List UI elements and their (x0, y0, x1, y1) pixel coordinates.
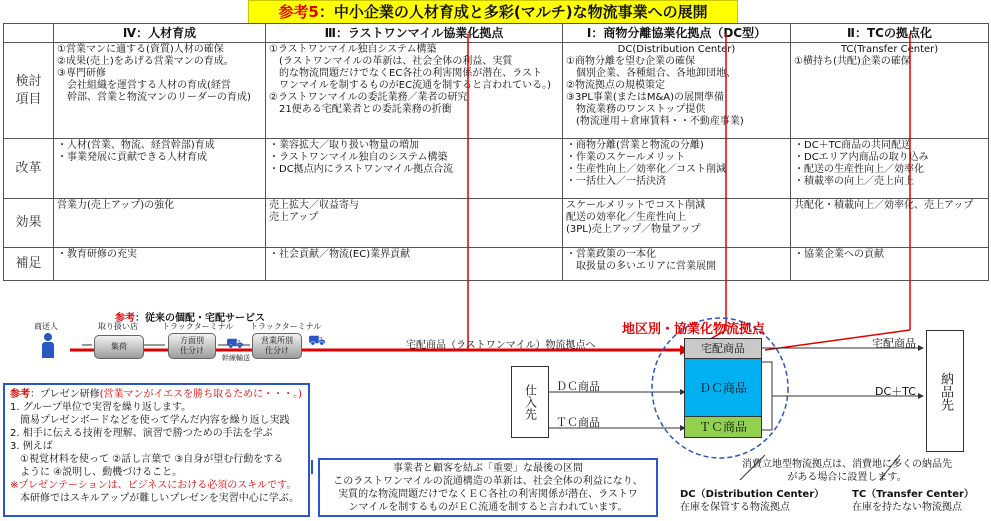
text-line: 本研修ではスキルアップが難しいプレゼンを実習中心に学ぶ。 (10, 493, 299, 504)
step1-box: 集荷 (94, 335, 144, 359)
out-dctc-label: DC＋TC (875, 385, 916, 398)
text-line: 実質的な物流問題だけでなくＥＣ各社の利害関係が潜在、ラストワ (338, 489, 638, 500)
text-line: 売上拡大／収益寄与 (269, 200, 359, 211)
text-line: ①視覚材料を使って ②話し言葉で ③自身が望む行動をする (10, 454, 284, 465)
text-line: 会社組織を運営する人材の育成(経営 (57, 80, 231, 91)
text-line: ・生産性向上／効率化／コスト削減 (566, 164, 726, 175)
text-line: (物流運用＋倉庫賃料・・不動産事業) (566, 116, 744, 127)
tc-in-label: ＴＣ商品 (556, 416, 600, 429)
text-line: ・商物分離(営業と物流の分離) (566, 140, 704, 151)
tc-def-label: TC（Transfer Center） (852, 489, 974, 500)
training-note (3, 383, 310, 517)
training-title (10, 388, 303, 401)
text-line: (3PL)売上アップ／物量アップ (566, 224, 701, 235)
text-line: ・DC拠点内にラストワンマイル拠点合流 (269, 164, 454, 175)
text-line: がある場合に設置します。 (787, 472, 907, 483)
hub-title: 地区別・協業化物流拠点 (622, 322, 766, 337)
text-line: 幹部、営業と物流マンのリーダーの育成) (57, 92, 251, 103)
main-flow-label: 宅配商品（ラストワンマイル）物流拠点へ (406, 340, 596, 351)
header-jinzai: Ⅳ：人材育成 (54, 24, 266, 43)
text-line: 2. 相手に伝える技術を理解、演習で勝つための手法を学ぶ (10, 428, 273, 439)
truck-icon: ⛟ (226, 336, 244, 352)
text-line: 個別企業、各種組合、各地卸団地、 (566, 68, 736, 79)
text-line: ・社会貢献／物流(EC)業界貢献 (269, 249, 411, 260)
text-line: ①営業マンに適する(資質)人材の確保 (57, 44, 224, 55)
text-line: (ラストワンマイルの革新は、社会全体の利益、実質 (269, 56, 513, 67)
row-label-kaikaku: 改革 (4, 139, 54, 199)
text-line: ・教育研修の充実 (57, 249, 137, 260)
text-line: ・積載率の向上／売上向上 (794, 176, 914, 187)
text-line: 1. グループ単位で実習を繰り返します。 (10, 402, 192, 413)
text-line: 取扱量の多いエリアに営業展開 (566, 261, 716, 272)
out-takuhai-head (918, 345, 924, 351)
text-line: 21便ある宅配業者との委託業務の折衝 (269, 104, 452, 115)
title-prefix: 参考5 (278, 3, 319, 21)
text-line: 配送の効率化／生産性向上 (566, 212, 686, 223)
text-line: ンマイルを制するものがＥＣ流通を制すると言われています。 (348, 502, 628, 513)
delivery-box: 納品先 (926, 330, 964, 452)
training-prefix: 参考 (10, 389, 30, 400)
text-line: ・営業政策の一本化 (566, 249, 656, 260)
text-line: ②ラストワンマイルの委託業務／業者の研究 (269, 92, 468, 103)
text-line: ように ④説明し、動機づけること。 (10, 467, 183, 478)
hub-tc: ＴＣ商品 (684, 416, 762, 438)
dc-def-label: DC（Distribution Center） (680, 489, 825, 500)
row-label-kento-b: 項目 (15, 91, 42, 107)
text-line: ②物流拠点の規模策定 (566, 80, 665, 91)
supplier-box: 仕入先 (511, 366, 549, 438)
text-line: 営業力(売上アップ)の強化 (57, 200, 175, 211)
person-icon (40, 333, 56, 359)
row-label-kento-a: 検討 (15, 73, 42, 89)
text-line: ①商物分離を望む企業の確保 (566, 56, 695, 67)
dc-def-sub: 在庫を保管する物流拠点 (680, 502, 790, 513)
header-lastmile: Ⅲ：ラストワンマイル協業化拠点 (266, 24, 563, 43)
text-line: ・ラストワンマイル独自のシステム構築 (269, 152, 448, 163)
text-line: TC(Transfer Center) (840, 44, 939, 55)
step3-box: 営業所別 仕分け (252, 333, 302, 359)
text-line: 共配化・積載向上／効率化、売上アップ (794, 200, 974, 211)
title-text: ：中小企業の人材育成と多彩(マルチ)な物流事業への展開 (318, 3, 708, 21)
hub-takuhai: 宅配商品 (684, 338, 762, 360)
legend-prefix: 参考 (115, 313, 135, 324)
row-label-koka: 効果 (4, 199, 54, 248)
training-title-text: ：プレゼン研修 (30, 389, 100, 400)
text-line: ②成果(売上)をあげる営業マンの育成。 (57, 56, 234, 67)
out-takuhai-label: 宅配商品 (872, 337, 916, 350)
text-line: ③3PL事業(またはM&A)の展開準備 (566, 92, 724, 103)
person-body (42, 342, 54, 358)
row-label-hosoku: 補足 (4, 248, 54, 281)
step1-top: 取り扱い店 (98, 322, 138, 331)
text-line: このラストワンマイルの流通構造の革新は、社会全体の利益になり、 (333, 476, 643, 487)
trunk-label: 幹線輸送 (222, 354, 250, 362)
text-line: ・一括仕入／一括決済 (566, 176, 666, 187)
text-line: ・作業のスケールメリット (566, 152, 686, 163)
out-dctc-head (918, 393, 924, 399)
step3-top: トラックターミナル (250, 322, 322, 331)
text-line: DC(Distribution Center) (617, 44, 736, 55)
text-line: スケールメリットでコスト削減 (566, 200, 706, 211)
truck-icon-2: ⛟ (308, 333, 326, 349)
text-line: 的な物流問題だけでなくEC各社の利害関係が潜在、ラスト (269, 68, 543, 79)
text-line: ・業容拡大／取り扱い物量の増加 (269, 140, 419, 151)
training-title-red: (営業マンがイエスを勝ち取るために・・・。) (99, 389, 303, 400)
text-line: 物流業務のワンストップ提供 (566, 104, 706, 115)
legend-text: ：従来の個配・宅配サービス (135, 313, 265, 324)
text-line: ※プレゼンテーションは、ビジネスにおける必須のスキルです。 (10, 480, 297, 491)
header-tc: Ⅱ：TCの拠点化 (791, 24, 989, 43)
text-line: ・事業発展に貢献できる人材育成 (57, 152, 207, 163)
text-line: 簡易プレゼンボードなどを使って学んだ内容を繰り返し実践 (10, 415, 290, 426)
step2-box: 方面別 仕分け (168, 333, 216, 359)
hub-dc: ＤＣ商品 (684, 358, 762, 418)
text-line: ①ラストワンマイル独自システム構築 (269, 44, 437, 55)
sender-label: 商送人 (34, 322, 58, 331)
person-head (44, 333, 52, 341)
text-line: ・人材(営業、物流、経営幹部)育成 (57, 140, 215, 151)
out-bracket (762, 362, 772, 430)
lastmile-note (318, 458, 658, 517)
text-line: ・DCエリア内商品の取り込み (794, 152, 929, 163)
text-line: ・配送の生産性向上／効率化 (794, 164, 924, 175)
text-line: 消費立地型物流拠点は、消費地に多くの納品先 (742, 459, 952, 470)
text-line: ③専門研修 (57, 68, 106, 79)
text-line: ・協業企業への貢献 (794, 249, 884, 260)
hub-note (705, 458, 989, 484)
header-dc: Ⅰ：商物分離協業化拠点（DC型） (563, 24, 791, 43)
text-line: 3. 例えば (10, 441, 53, 452)
text-line: ワンマイルを制するものがEC流通を制すると言われている。) (269, 80, 552, 91)
tc-def-sub: 在庫を持たない物流拠点 (852, 502, 962, 513)
text-line: ・DC＋TC商品の共同配送 (794, 140, 912, 151)
text-line: ①横持ち(共配)企業の確保 (794, 56, 911, 67)
text-line: 売上アップ (269, 212, 319, 223)
text-line: 事業者と顧客を結ぶ「重要」な最後の区間 (393, 463, 583, 474)
step2-top: トラックターミナル (162, 322, 234, 331)
dc-in-label: ＤＣ商品 (556, 380, 600, 393)
